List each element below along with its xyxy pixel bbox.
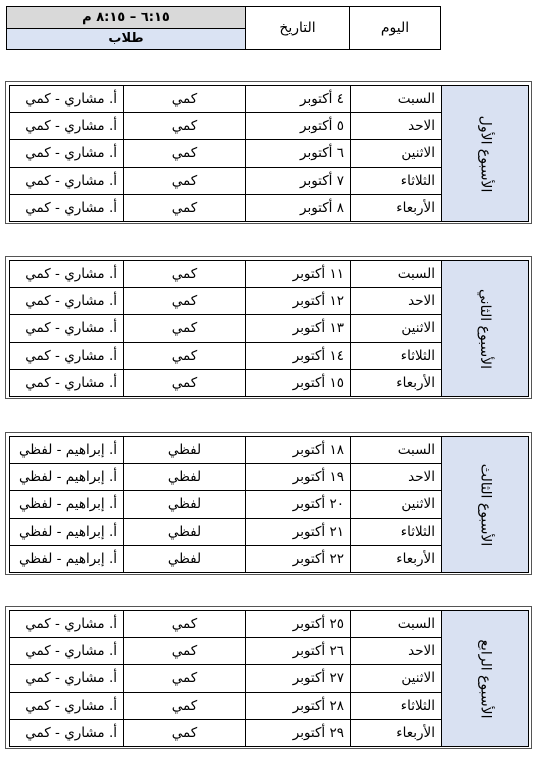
time-cell: ٦:١٥ – ٨:١٥ م <box>7 7 246 29</box>
subject-cell: لفظي <box>124 545 246 572</box>
day-cell: الثلاثاء <box>351 342 442 369</box>
subject-cell: كمي <box>124 261 246 288</box>
subject-cell: كمي <box>124 288 246 315</box>
subject-cell: كمي <box>124 369 246 396</box>
teacher-cell: أ. مشاري - كمي <box>10 342 124 369</box>
date-cell: ١٤ أكتوبر <box>246 342 351 369</box>
day-column-header: اليوم <box>350 7 441 50</box>
table-row <box>10 611 529 638</box>
teacher-cell: أ. مشاري - كمي <box>10 194 124 221</box>
week-label: الأسبوع الثاني <box>476 288 493 369</box>
teacher-cell: أ. مشاري - كمي <box>10 638 124 665</box>
subject-cell: لفظي <box>124 518 246 545</box>
week-label-cell <box>442 611 529 747</box>
subject-cell: لفظي <box>124 491 246 518</box>
subject-cell: كمي <box>124 692 246 719</box>
day-cell: الثلاثاء <box>351 692 442 719</box>
subject-cell: كمي <box>124 638 246 665</box>
subject-cell: لفظي <box>124 437 246 464</box>
table-row <box>10 261 529 288</box>
day-cell: السبت <box>351 261 442 288</box>
teacher-cell: أ. مشاري - كمي <box>10 719 124 746</box>
teacher-cell: أ. مشاري - كمي <box>10 369 124 396</box>
teacher-cell: أ. مشاري - كمي <box>10 665 124 692</box>
teacher-cell: أ. مشاري - كمي <box>10 611 124 638</box>
subject-cell: كمي <box>124 194 246 221</box>
date-cell: ١٣ أكتوبر <box>246 315 351 342</box>
day-cell: الاثنين <box>351 315 442 342</box>
day-cell: الاحد <box>351 113 442 140</box>
week-label: الأسبوع الثالث <box>477 463 493 546</box>
date-cell: ٥ أكتوبر <box>246 113 351 140</box>
teacher-cell: أ. مشاري - كمي <box>10 288 124 315</box>
date-cell: ٢٨ أكتوبر <box>246 692 351 719</box>
subject-cell: كمي <box>124 86 246 113</box>
teacher-cell: أ. مشاري - كمي <box>10 140 124 167</box>
week-label-cell <box>442 437 529 573</box>
day-cell: الاثنين <box>351 140 442 167</box>
week-3-table <box>5 432 532 575</box>
teacher-cell: أ. إبراهيم - لفظي <box>10 545 124 572</box>
date-cell: ٢٢ أكتوبر <box>246 545 351 572</box>
day-cell: السبت <box>351 611 442 638</box>
week-2-table <box>5 256 532 399</box>
day-cell: الأربعاء <box>351 719 442 746</box>
day-cell: الاحد <box>351 638 442 665</box>
teacher-cell: أ. مشاري - كمي <box>10 692 124 719</box>
date-cell: ٤ أكتوبر <box>246 86 351 113</box>
date-cell: ٨ أكتوبر <box>246 194 351 221</box>
subject-cell: كمي <box>124 113 246 140</box>
day-cell: السبت <box>351 437 442 464</box>
week-1-table <box>5 81 532 224</box>
date-cell: ٦ أكتوبر <box>246 140 351 167</box>
teacher-cell: أ. إبراهيم - لفظي <box>10 491 124 518</box>
week-label: الأسبوع الأول <box>476 115 493 192</box>
subject-cell: كمي <box>124 611 246 638</box>
teacher-cell: أ. إبراهيم - لفظي <box>10 437 124 464</box>
day-cell: الاحد <box>351 288 442 315</box>
date-cell: ١٩ أكتوبر <box>246 464 351 491</box>
date-cell: ٢٠ أكتوبر <box>246 491 351 518</box>
teacher-cell: أ. مشاري - كمي <box>10 167 124 194</box>
date-column-header: التاريخ <box>246 7 350 50</box>
date-cell: ٢١ أكتوبر <box>246 518 351 545</box>
subject-cell: كمي <box>124 167 246 194</box>
week-label-cell <box>442 86 529 222</box>
teacher-cell: أ. مشاري - كمي <box>10 261 124 288</box>
date-cell: ٢٧ أكتوبر <box>246 665 351 692</box>
week-label-cell <box>442 261 529 397</box>
date-cell: ٢٦ أكتوبر <box>246 638 351 665</box>
day-cell: الأربعاء <box>351 369 442 396</box>
day-cell: الثلاثاء <box>351 518 442 545</box>
subject-cell: كمي <box>124 719 246 746</box>
header-table <box>6 6 441 50</box>
day-cell: السبت <box>351 86 442 113</box>
date-cell: ٢٥ أكتوبر <box>246 611 351 638</box>
subject-cell: لفظي <box>124 464 246 491</box>
subject-cell: كمي <box>124 315 246 342</box>
date-cell: ٧ أكتوبر <box>246 167 351 194</box>
day-cell: الأربعاء <box>351 545 442 572</box>
subject-cell: كمي <box>124 665 246 692</box>
day-cell: الاثنين <box>351 665 442 692</box>
date-cell: ٢٩ أكتوبر <box>246 719 351 746</box>
week-label: الأسبوع الرابع <box>476 639 493 718</box>
subject-cell: كمي <box>124 140 246 167</box>
week-4-table <box>5 606 532 749</box>
group-cell: طلاب <box>7 28 246 50</box>
date-cell: ١٨ أكتوبر <box>246 437 351 464</box>
day-cell: الأربعاء <box>351 194 442 221</box>
teacher-cell: أ. إبراهيم - لفظي <box>10 518 124 545</box>
date-cell: ١١ أكتوبر <box>246 261 351 288</box>
day-cell: الاثنين <box>351 491 442 518</box>
day-cell: الثلاثاء <box>351 167 442 194</box>
teacher-cell: أ. مشاري - كمي <box>10 113 124 140</box>
subject-cell: كمي <box>124 342 246 369</box>
table-row <box>10 437 529 464</box>
table-row <box>10 86 529 113</box>
date-cell: ١٢ أكتوبر <box>246 288 351 315</box>
teacher-cell: أ. مشاري - كمي <box>10 86 124 113</box>
date-cell: ١٥ أكتوبر <box>246 369 351 396</box>
teacher-cell: أ. مشاري - كمي <box>10 315 124 342</box>
teacher-cell: أ. إبراهيم - لفظي <box>10 464 124 491</box>
day-cell: الاحد <box>351 464 442 491</box>
